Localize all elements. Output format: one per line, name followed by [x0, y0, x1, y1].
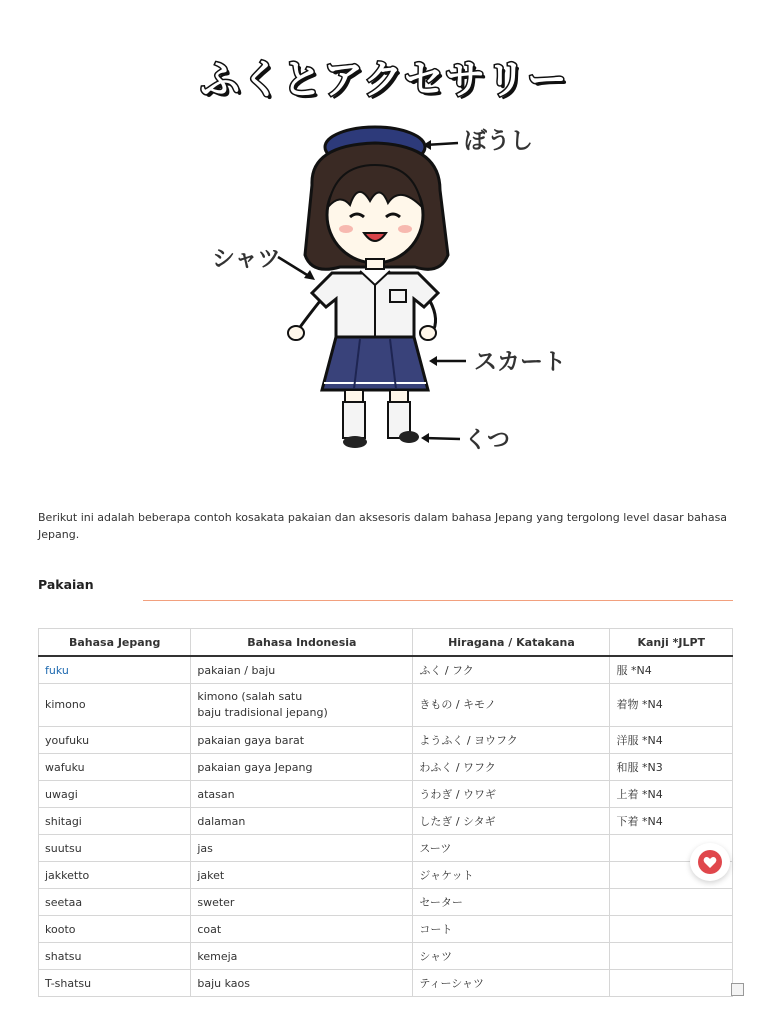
- cell-text-line: baju tradisional jepang): [197, 706, 328, 719]
- cell-japanese: youfuku: [39, 727, 191, 754]
- table-row: [39, 970, 733, 997]
- cell-kanji: 上着 *N4: [610, 781, 733, 808]
- cell-indonesian: sweter: [191, 889, 413, 916]
- cell-japanese: suutsu: [39, 835, 191, 862]
- intro-paragraph: Berikut ini adalah beberapa contoh kosakata pakaian dan aksesoris dalam bahasa Jepang yang tergolong level dasar bahasa Jepang.: [38, 511, 728, 541]
- cell-kanji: 洋服 *N4: [610, 727, 733, 754]
- cell-japanese: uwagi: [39, 781, 191, 808]
- cell-kana: ジャケット: [413, 862, 610, 889]
- cell-kana: ティーシャツ: [413, 970, 610, 997]
- section-divider: [143, 600, 733, 601]
- cell-kana: シャツ: [413, 943, 610, 970]
- table-row: [39, 889, 733, 916]
- cell-japanese: wafuku: [39, 754, 191, 781]
- table-row: [39, 916, 733, 943]
- cell-japanese: seetaa: [39, 889, 191, 916]
- cell-indonesian: pakaian gaya Jepang: [191, 754, 413, 781]
- cell-japanese: kimono: [39, 684, 191, 727]
- girl-illustration: [200, 115, 580, 465]
- cell-indonesian: kemeja: [191, 943, 413, 970]
- column-header: Bahasa Indonesia: [191, 629, 413, 657]
- cell-kanji: 服 *N4: [610, 656, 733, 684]
- cell-kanji: 着物 *N4: [610, 684, 733, 727]
- cell-kana: したぎ / シタギ: [413, 808, 610, 835]
- cell-kana: ふく / フク: [413, 656, 610, 684]
- cell-kana: コート: [413, 916, 610, 943]
- word-link[interactable]: fuku: [45, 663, 69, 677]
- callout-skirt: スカート: [474, 349, 566, 375]
- section-heading: Pakaian: [38, 577, 94, 592]
- table-row: [39, 684, 733, 727]
- callout-hat: ぼうし: [464, 128, 533, 154]
- cell-japanese: kooto: [39, 916, 191, 943]
- cell-text-line: kimono (salah satu: [197, 690, 303, 703]
- hero-title: ふくとアクセサリー: [200, 57, 568, 103]
- cell-indonesian: coat: [191, 916, 413, 943]
- column-header: Hiragana / Katakana: [413, 629, 610, 657]
- cell-kana: セーター: [413, 889, 610, 916]
- favorite-button[interactable]: [690, 843, 730, 881]
- table-row: [39, 808, 733, 835]
- cell-indonesian: baju kaos: [191, 970, 413, 997]
- cell-indonesian: pakaian / baju: [191, 656, 413, 684]
- cell-indonesian: jaket: [191, 862, 413, 889]
- cell-kana: ようふく / ヨウフク: [413, 727, 610, 754]
- cell-kanji: 下着 *N4: [610, 808, 733, 835]
- cell-indonesian: dalaman: [191, 808, 413, 835]
- cell-kana: わふく / ワフク: [413, 754, 610, 781]
- table-row: [39, 656, 733, 684]
- heart-icon: [698, 850, 722, 874]
- table-row: [39, 754, 733, 781]
- table-row: [39, 862, 733, 889]
- cell-kana: きもの / キモノ: [413, 684, 610, 727]
- cell-japanese: [39, 656, 191, 684]
- cell-kanji: [610, 970, 733, 997]
- cell-japanese: jakketto: [39, 862, 191, 889]
- cell-kanji: 和服 *N3: [610, 754, 733, 781]
- table-row: [39, 835, 733, 862]
- table-row: [39, 727, 733, 754]
- column-header: Kanji *JLPT: [610, 629, 733, 657]
- cell-kanji: [610, 916, 733, 943]
- cell-kanji: [610, 943, 733, 970]
- cell-indonesian: pakaian gaya barat: [191, 727, 413, 754]
- vocabulary-table: [38, 628, 733, 997]
- cell-indonesian: atasan: [191, 781, 413, 808]
- table-header-row: [39, 629, 733, 657]
- cell-kana: スーツ: [413, 835, 610, 862]
- cell-japanese: T-shatsu: [39, 970, 191, 997]
- callout-shirt: シャツ: [212, 246, 281, 272]
- cell-kanji: [610, 889, 733, 916]
- cell-kana: うわぎ / ウワギ: [413, 781, 610, 808]
- table-row: [39, 781, 733, 808]
- column-header: Bahasa Jepang: [39, 629, 191, 657]
- table-row: [39, 943, 733, 970]
- cell-indonesian: jas: [191, 835, 413, 862]
- cell-japanese: shitagi: [39, 808, 191, 835]
- cell-indonesian: [191, 684, 413, 727]
- cell-japanese: shatsu: [39, 943, 191, 970]
- broken-image-icon: [731, 983, 744, 996]
- callout-shoes: くつ: [464, 427, 510, 453]
